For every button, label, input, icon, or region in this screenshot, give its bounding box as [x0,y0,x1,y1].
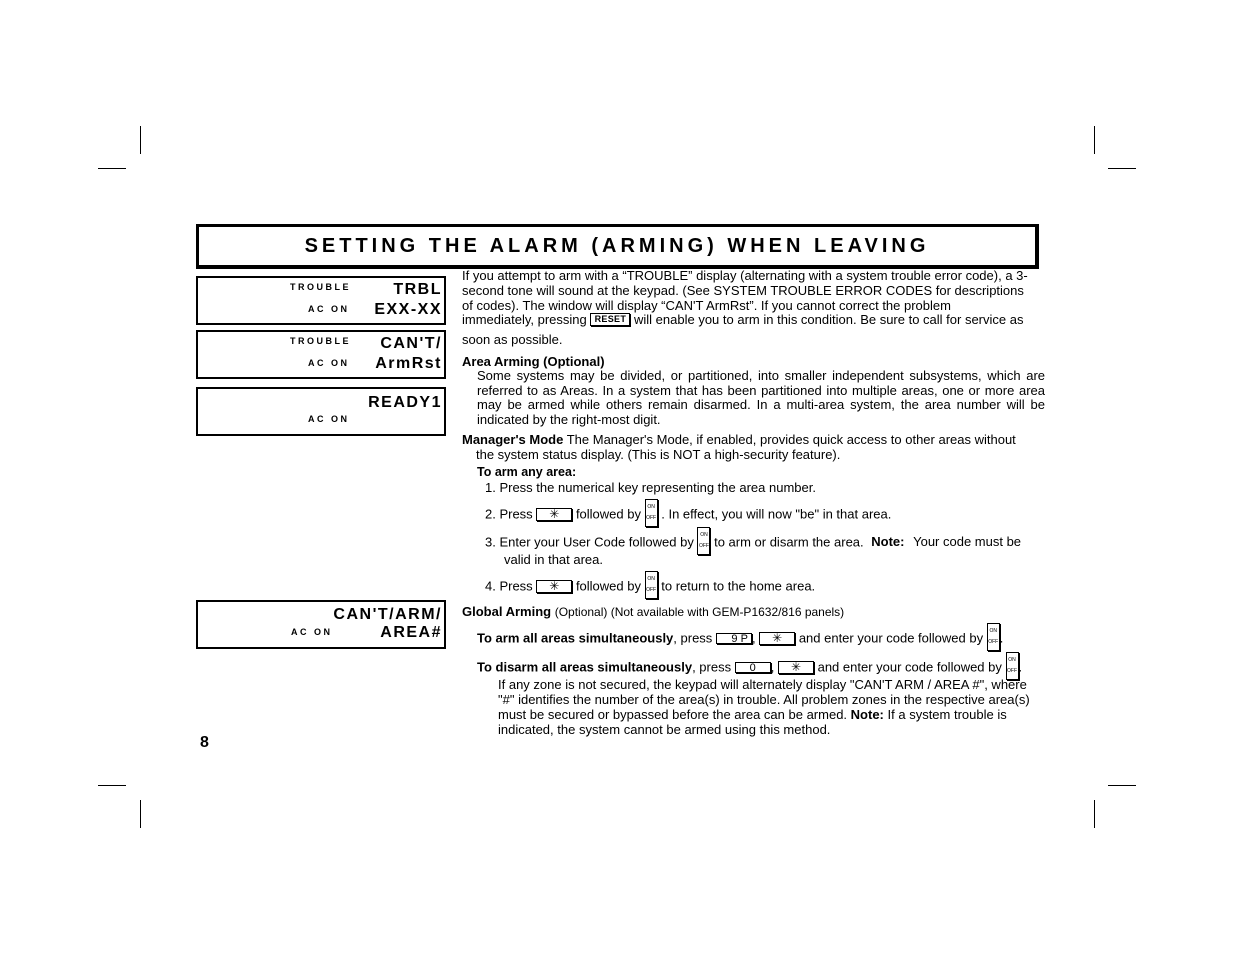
crop-mark [140,126,141,154]
step-1: 1. Press the numerical key representing the area number. [485,480,816,495]
on-off-key-icon: ON OFF [645,571,658,599]
display-label-bottom: AC ON [308,304,350,314]
arm-any-area-heading: To arm any area: [477,465,577,479]
global-body-line: If any zone is not secured, the keypad will alternately display "CAN'T ARM / AREA #", where [498,677,1027,692]
step-3-cont: valid in that area. [504,552,604,567]
display-line-1: CAN'T/ [380,335,442,352]
crop-mark [1094,126,1095,154]
step-text: 4. Press [485,578,533,594]
crop-mark [1108,168,1136,169]
zero-key-icon: 0 [735,662,771,673]
crop-mark [98,168,126,169]
display-line-2: ArmRst [375,355,442,372]
intro-line [462,312,1023,327]
step-2 [485,501,891,529]
step-text: to arm or disarm the area. [714,534,864,550]
step-text: 3. Enter your User Code followed by [485,534,694,550]
page-title: SETTING THE ALARM (ARMING) WHEN LEAVING [304,234,930,257]
intro-text: immediately, pressing [462,312,587,327]
global-body-line [498,707,1007,722]
star-key-icon: ✳ [536,508,572,521]
step-4 [485,573,815,601]
star-key-icon: ✳ [536,580,572,593]
display-line-2: EXX-XX [374,301,442,318]
display-line-1: CAN'T/ARM/ [333,606,442,623]
star-key-icon: ✳ [759,632,795,645]
on-off-key-icon: ON OFF [1006,652,1019,680]
step-text: followed by [575,578,641,594]
global-body-line: indicated, the system cannot be armed using this method. [498,722,831,737]
disarm-all-label: To disarm all areas simultaneously [477,659,693,675]
global-arming-line [462,604,844,620]
step-text: 2. Press [485,506,533,522]
display-label-top: TROUBLE [290,282,351,292]
keypad-display-cant-arm-area [196,600,446,649]
arm-all-text: , press [673,630,713,646]
global-body-line: "#" identifies the number of the area(s) in trouble. All problem zones in the respective area(s) [498,692,1030,707]
crop-mark [1094,800,1095,828]
comma: , [770,659,775,675]
step-text: followed by [575,506,641,522]
display-label-bottom: AC ON [308,358,350,368]
page-number: 8 [200,734,209,751]
step-text: Your code must be [913,534,1022,550]
crop-mark [1108,785,1136,786]
period: . [1018,659,1023,675]
managers-mode-heading: Manager's Mode [462,432,564,447]
display-label-bottom: AC ON [291,627,333,637]
display-label-top: TROUBLE [290,336,351,346]
global-body-text: If a system trouble is [887,707,1007,722]
global-arming-note: (Optional) (Not available with GEM-P1632/816 panels) [554,605,845,619]
intro-text: will enable you to arm in this condition. Be sure to call for service as [634,312,1024,327]
global-body-text: must be secured or bypassed before the area can be armed. [498,707,848,722]
display-line-2: AREA# [380,624,442,641]
disarm-all-text: , press [692,659,732,675]
arm-all-line [477,625,1003,653]
arm-all-text: and enter your code followed by [798,630,984,646]
display-line-1: READY1 [368,394,442,411]
keypad-display-ready [196,387,446,436]
step-text: . In effect, you will now "be" in that area. [661,506,892,522]
intro-line: of codes). The window will display “CAN'T ArmRst”. If you cannot correct the problem [462,298,951,313]
nine-key-icon: 9 P [716,633,752,644]
area-arming-heading: Area Arming (Optional) [462,354,605,369]
reset-key-icon: RESET [590,313,630,326]
managers-mode-text: The Manager's Mode, if enabled, provides quick access to other areas without [566,432,1016,447]
disarm-all-text: and enter your code followed by [817,659,1002,675]
note-label: Note: [871,534,905,550]
keypad-display-cant-armrst [196,330,446,379]
display-line-1: TRBL [393,281,442,298]
intro-line: soon as possible. [462,332,563,347]
note-label: Note: [850,707,884,722]
crop-mark [140,800,141,828]
page-title-box [196,224,1039,269]
intro-line: If you attempt to arm with a “TROUBLE” display (alternating with a system trouble error code), a 3- [462,268,1028,283]
intro-line: second tone will sound at the keypad. (See SYSTEM TROUBLE ERROR CODES for descriptions [462,283,1024,298]
area-arming-body: Some systems may be divided, or partitioned, into smaller independent subsystems, which are referred to as Areas. In a system that has been partitioned into multiple areas, one or more area may be armed while others remain disarmed. In a multi-area system, the area number will be indicated by the right-most digit. [477,368,1045,427]
on-off-key-icon: ON OFF [645,499,658,527]
keypad-display-trouble [196,276,446,325]
arm-all-label: To arm all areas simultaneously [477,630,674,646]
star-key-icon: ✳ [778,661,814,674]
on-off-key-icon: ON OFF [697,527,710,555]
crop-mark [98,785,126,786]
display-label-bottom: AC ON [308,414,350,424]
period: . [999,630,1004,646]
managers-mode-line [462,432,1016,447]
comma: , [751,630,756,646]
step-text: to return to the home area. [661,578,816,594]
on-off-key-icon: ON OFF [987,623,1000,651]
global-arming-heading: Global Arming [462,604,552,619]
managers-mode-line: the system status display. (This is NOT a high-security feature). [476,447,841,462]
